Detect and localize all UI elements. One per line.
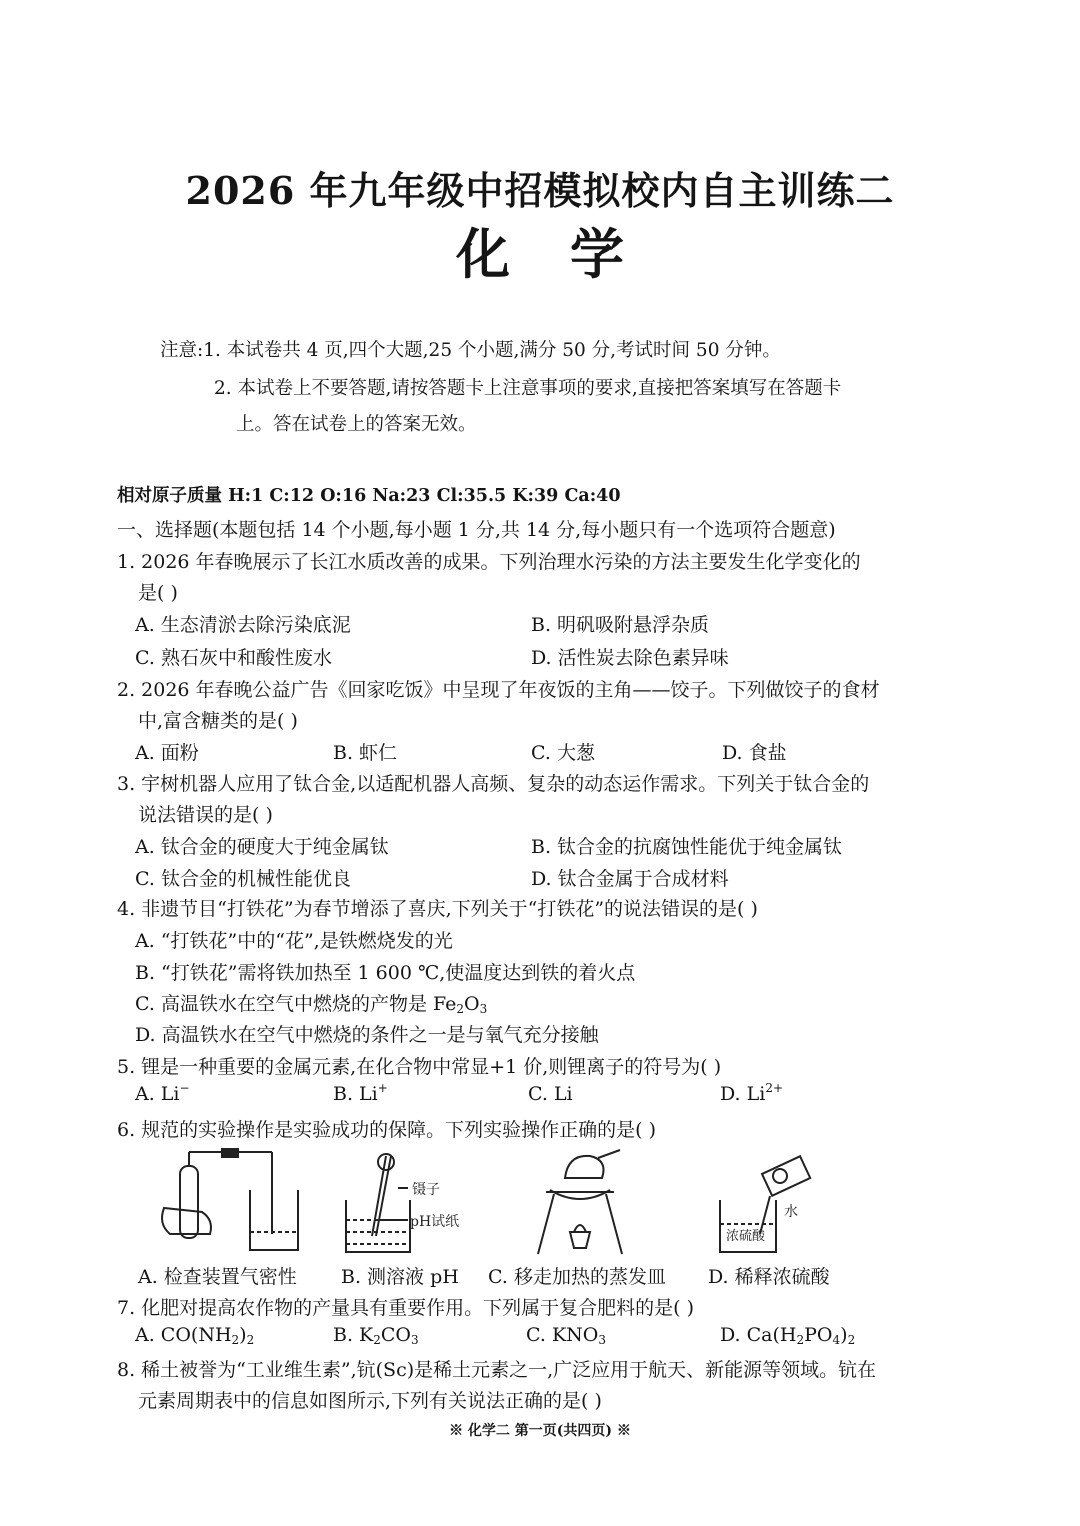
tweezers-label: 镊子 [412, 1182, 440, 1198]
q7-stem: 7. 化肥对提高农作物的产量具有重要作用。下列属于复合肥料的是( ) [117, 1297, 695, 1319]
q1-option-d: D. 活性炭去除色素异味 [531, 647, 729, 669]
q3-option-a: A. 钛合金的硬度大于纯金属钛 [135, 836, 389, 858]
q1-option-b: B. 明矾吸附悬浮杂质 [531, 614, 710, 636]
q4-stem: 4. 非遗节目“打铁花”为春节增添了喜庆,下列关于“打铁花”的说法错误的是( ) [117, 898, 758, 920]
q6-option-c: C. 移走加热的蒸发皿 [488, 1266, 666, 1288]
q2-option-b: B. 虾仁 [333, 742, 398, 764]
atomic-mass-line: 相对原子质量 H:1 C:12 O:16 Na:23 Cl:35.5 K:39 Ca:40 [117, 486, 621, 506]
acid-label: 浓硫酸 [726, 1229, 766, 1244]
q4-option-a: A. “打铁花”中的“花”,是铁燃烧发的光 [135, 930, 453, 952]
q2-option-a: A. 面粉 [135, 742, 199, 764]
note-1: 注意:1. 本试卷共 4 页,四个大题,25 个小题,满分 50 分,考试时间 50 分钟。 [160, 340, 781, 361]
q3-option-b: B. 钛合金的抗腐蚀性能优于纯金属钛 [531, 836, 843, 858]
q2-option-d: D. 食盐 [722, 742, 787, 764]
q7-option-b: B. $K_2CO_3$ [333, 1324, 419, 1347]
q5-option-c: C. Li [528, 1083, 573, 1105]
figure-a-airtightness-icon [162, 1148, 298, 1250]
q4-option-b: B. “打铁花”需将铁加热至 1 600 ℃,使温度达到铁的着火点 [135, 962, 636, 984]
note-2-cont: 上。答在试卷上的答案无效。 [236, 414, 477, 435]
q8-stem: 8. 稀土被誉为“工业维生素”,钪(Sc)是稀土元素之一,广泛应用于航天、新能源等领域。钪在 [117, 1359, 877, 1381]
water-label: 水 [784, 1204, 798, 1220]
section-1-heading: 一、选择题(本题包括 14 个小题,每小题 1 分,共 14 分,每小题只有一个选项符合题意) [117, 519, 836, 541]
q2-stem: 2. 2026 年春晚公益广告《回家吃饭》中呈现了年夜饭的主角——饺子。下列做饺子的食材 [117, 679, 880, 701]
q3-stem-cont: 说法错误的是( ) [138, 804, 273, 826]
ph-paper-label: pH试纸 [410, 1214, 460, 1230]
q3-option-c: C. 钛合金的机械性能优良 [135, 868, 351, 890]
q8-stem-cont: 元素周期表中的信息如图所示,下列有关说法正确的是( ) [138, 1390, 602, 1412]
q4-option-d: D. 高温铁水在空气中燃烧的条件之一是与氧气充分接触 [135, 1024, 599, 1046]
figure-b-ph-test-icon [346, 1154, 410, 1252]
q1-stem-cont: 是( ) [138, 582, 178, 604]
q5-stem: 5. 锂是一种重要的金属元素,在化合物中常显+1 价,则锂离子的符号为( ) [117, 1056, 722, 1078]
q2-stem-cont: 中,富含糖类的是( ) [138, 710, 298, 732]
q5-option-d: D. $Li^{2+}$ [720, 1081, 784, 1105]
q3-option-d: D. 钛合金属于合成材料 [531, 868, 729, 890]
page-footer: ※ 化学二 第一页(共四页) ※ [449, 1423, 631, 1439]
q1-option-c: C. 熟石灰中和酸性废水 [135, 647, 332, 669]
q7-option-a: A. $CO(NH_2)_2$ [135, 1324, 255, 1347]
q3-stem: 3. 宇树机器人应用了钛合金,以适配机器人高频、复杂的动态运作需求。下列关于钛合金的 [117, 773, 870, 795]
q6-option-d: D. 稀释浓硫酸 [708, 1266, 830, 1288]
q2-option-c: C. 大葱 [531, 742, 595, 764]
q5-option-a: A. Li− [135, 1081, 190, 1105]
q6-figures [150, 1148, 870, 1260]
q4-option-c: C. 高温铁水在空气中燃烧的产物是 $Fe_2O_3$ [135, 993, 488, 1016]
q7-option-d: D. $Ca(H_2PO_4)_2$ [720, 1324, 856, 1347]
figure-c-evaporating-dish-icon [538, 1150, 622, 1254]
note-2: 2. 本试卷上不要答题,请按答题卡上注意事项的要求,直接把答案填写在答题卡 [214, 378, 842, 399]
q1-option-a: A. 生态清淤去除污染底泥 [135, 614, 351, 636]
q6-option-b: B. 测溶液 pH [341, 1266, 459, 1288]
q1-stem: 1. 2026 年春晚展示了长江水质改善的成果。下列治理水污染的方法主要发生化学变化的 [117, 551, 861, 573]
exam-subject: 化学 [456, 222, 684, 286]
q6-option-a: A. 检查装置气密性 [138, 1266, 297, 1288]
q7-option-c: C. $KNO_3$ [526, 1324, 606, 1347]
q6-stem: 6. 规范的实验操作是实验成功的保障。下列实验操作正确的是( ) [117, 1119, 657, 1141]
exam-title: 2026 年九年级中招模拟校内自主训练二 [185, 168, 895, 213]
q5-option-b: B. Li+ [333, 1081, 388, 1105]
